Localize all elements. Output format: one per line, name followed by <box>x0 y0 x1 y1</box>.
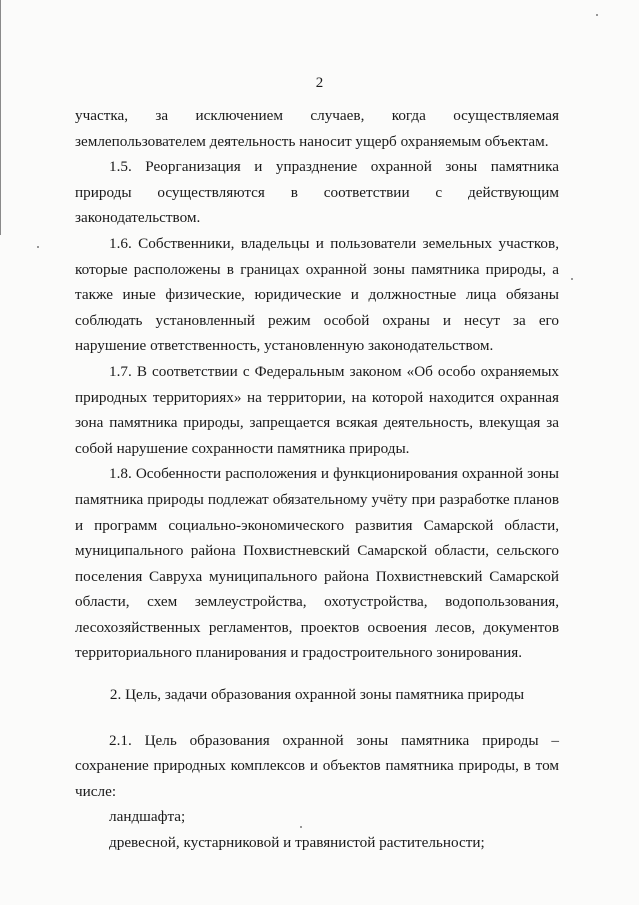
paragraph-1-6: 1.6. Собственники, владельцы и пользователи земельных участков, которые расположены в границах охранной зоны памятника природы, а также иные физические, юридические и должностные лица обязаны соблюдать установленный режим особой охраны и несут за его нарушение ответственность, установленную законодательством. <box>75 234 559 355</box>
paragraph-1-7: 1.7. В соответствии с Федеральным законом «Об особо охраняемых природных территориях» на территории, на которой находится охранная зона памятника природы, запрещается всякая деятельность, влекущая за собой нарушение сохранности памятника природы. <box>75 362 559 457</box>
list-item-vegetation: древесной, кустарниковой и травянистой растительности; <box>109 834 485 852</box>
paragraph-continuation: участка, за исключением случаев, когда осуществляемая землепользователем деятельность наносит ущерб охраняемым объектам. <box>75 107 559 150</box>
paragraph-1-5: 1.5. Реорганизация и упразднение охранной зоны памятника природы осуществляются в соответствии с действующим законодательством. <box>75 158 559 227</box>
scan-edge-mark <box>0 0 1 235</box>
page-number: 2 <box>315 75 324 91</box>
section-heading: 2. Цель, задачи образования охранной зоны памятника природы <box>109 686 525 704</box>
paragraph-2-1: 2.1. Цель образования охранной зоны памятника природы – сохранение природных комплексов и объектов памятника природы, в том числе: <box>75 731 559 800</box>
document-body <box>75 103 559 856</box>
paragraph-1-8: 1.8. Особенности расположения и функционирования охранной зоны памятника природы подлежат обязательному учёту при разработке планов и программ социально-экономического развития Самарской области, муниципального района Похвистневский Самарской области, сельского поселения Савруха муниципального района Похвистневский Самарской области, схем землеустройства, охотустройства, водопользования, лесохозяйственных регламентов, проектов освоения лесов, документов территориального планирования и градостроительного зонирования. <box>75 465 559 662</box>
scan-speck <box>571 278 573 280</box>
scan-speck <box>37 246 39 248</box>
list-item-landscape: ландшафта; <box>109 808 186 826</box>
scan-speck <box>596 14 598 16</box>
